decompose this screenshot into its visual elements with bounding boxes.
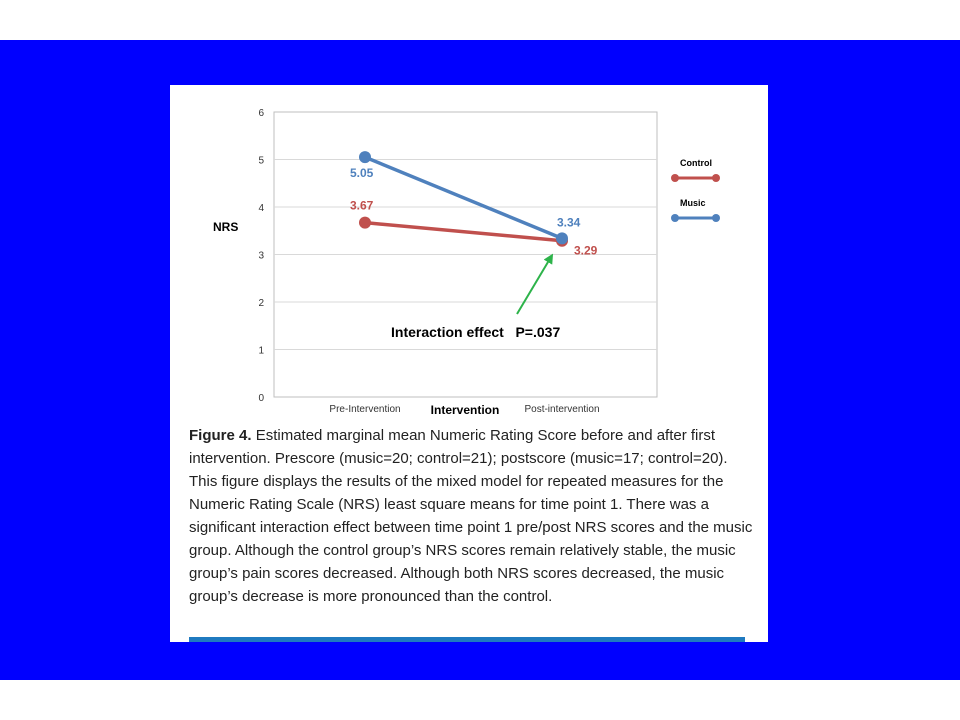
figure-panel	[170, 85, 768, 642]
figure-caption-label: Figure 4.	[189, 427, 252, 444]
legend-marker-control	[712, 174, 720, 182]
data-point-control	[359, 217, 371, 229]
y-tick-label: 5	[258, 155, 264, 167]
interaction-annotation: Interaction effect P=.037	[391, 324, 561, 340]
y-tick-label: 3	[258, 250, 264, 262]
caption-rule	[189, 637, 745, 642]
legend-marker-music	[712, 214, 720, 222]
y-tick-label: 6	[258, 108, 264, 119]
x-tick-label: Pre-Intervention	[329, 404, 401, 415]
y-tick-label: 0	[258, 393, 264, 404]
data-point-music	[359, 151, 371, 163]
legend-marker-control	[671, 174, 679, 182]
data-label-music: 3.34	[557, 215, 581, 230]
data-point-music	[556, 232, 568, 244]
data-label-control: 3.67	[350, 198, 374, 213]
x-axis-label: Intervention	[430, 403, 500, 417]
chart-legend	[671, 158, 720, 222]
y-tick-label: 2	[258, 298, 264, 309]
x-tick-label: Post-intervention	[524, 404, 600, 415]
y-axis-label: NRS	[213, 220, 239, 234]
data-label-control: 3.29	[574, 243, 598, 258]
y-tick-label: 4	[258, 203, 264, 214]
legend-label-control: Control	[680, 158, 712, 168]
figure-caption-text: Estimated marginal mean Numeric Rating Score before and after first intervention. Prescore (music=20; control=21); postscore (music=17; control=20). This figure displays the results of the mixed model for repeated measures for the Numeric Rating Scale (NRS) least square means for time point 1. There was a significant interaction effect between time point 1 pre/post NRS scores and the music group. Although the control group’s NRS scores remain relatively stable, the music group’s pain scores decreased. Although both NRS scores decreased, the music group’s decrease is more pronounced than the control.	[189, 427, 753, 605]
figure-caption	[189, 424, 754, 608]
data-label-music: 5.05	[350, 166, 374, 181]
legend-label-music: Music	[680, 198, 706, 208]
legend-marker-music	[671, 214, 679, 222]
y-tick-label: 1	[258, 345, 264, 357]
nrs-line-chart	[170, 85, 768, 425]
